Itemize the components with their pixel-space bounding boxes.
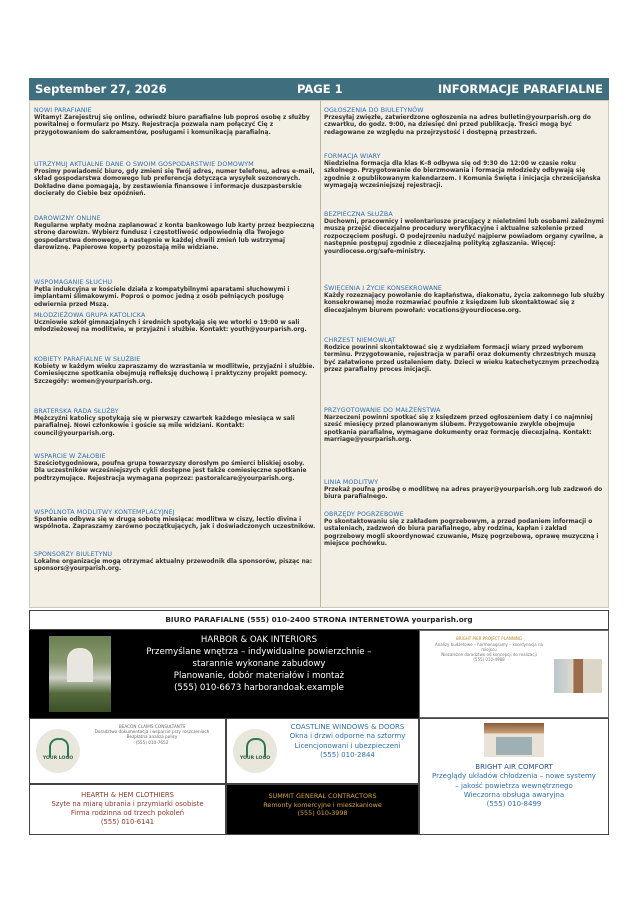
section-title: WSPARCIE W ŻAŁOBIE bbox=[34, 453, 106, 460]
ad-line: – jakość powietrza wewnętrznego bbox=[455, 781, 573, 790]
ad-line: Remonty komercyjne i mieszkaniowe bbox=[263, 800, 382, 809]
ad-harbor-oak[interactable] bbox=[29, 630, 419, 718]
ad-contact: (555) 010-6141 bbox=[100, 818, 155, 826]
section-prayer-line bbox=[324, 479, 606, 502]
section-title: NOWI PARAFIANIE bbox=[34, 107, 92, 114]
ad-contact: (555) 010-7652 bbox=[135, 739, 169, 745]
section-faith-formation bbox=[324, 153, 606, 191]
header-page-number: PAGE 1 bbox=[297, 82, 343, 96]
section-women bbox=[34, 356, 316, 386]
section-text: Prosimy powiadomić biuro, gdy zmieni się Twój adres, numer telefonu, adres e-mail, skład gospodarstwa domowego lub preferencja dotycząca wysyłek sezonowych. Dokładne dane pomagają, by zestawienia finansowe i informacje duszpasterskie docierały do Ciebie bez opóźnień. bbox=[34, 169, 315, 198]
section-text: Kobiety w każdym wieku zapraszamy do wzrastania w modlitwie, przyjaźni i służbie. Comiesięczne spotkania obejmują refleksję duchową i praktyczny projekt pomocy. Szczegóły: women@yourparish.org. bbox=[34, 364, 315, 385]
ad-name: COASTLINE WINDOWS & DOORS bbox=[290, 723, 405, 731]
ad-name: HEARTH & HEM CLOTHIERS bbox=[81, 791, 174, 799]
section-title: MŁODZIEŻOWA GRUPA KATOLICKA bbox=[34, 312, 146, 319]
section-marriage-prep bbox=[324, 407, 606, 445]
ad-line: Licencjonowani i ubezpieczeni bbox=[294, 741, 401, 750]
ad-bright-pier[interactable] bbox=[419, 630, 609, 718]
section-hearing-assistance bbox=[34, 279, 316, 309]
section-vocations bbox=[324, 285, 606, 315]
house-photo bbox=[484, 723, 544, 757]
page-header bbox=[29, 78, 609, 100]
section-title: LINIA MODLITWY bbox=[324, 479, 379, 486]
section-title: BRATERSKA RADA SŁUŻBY bbox=[34, 408, 119, 415]
sponsor-ads bbox=[29, 630, 609, 835]
section-text: Mężczyźni katolicy spotykają się w pierwszy czwartek każdego miesiąca w sali parafialnej. Nowi członkowie i goście są mile widziani. Kontakt: council@yourparish.org. bbox=[34, 416, 295, 437]
logo-icon bbox=[36, 729, 80, 773]
house-photo bbox=[49, 636, 111, 712]
section-text: Pętla indukcyjna w kościele działa z kompatybilnymi aparatami słuchowymi i implantami ślimakowymi. Poproś o pomoc jedną z osób pełniących posługę odwiernia przed Mszą. bbox=[34, 287, 290, 308]
ad-line: Szyte na miarę ubrania i przymiarki osobiste bbox=[51, 800, 204, 808]
section-household-data bbox=[34, 161, 316, 199]
section-funeral-rites bbox=[324, 511, 606, 549]
section-text: Uczniowie szkół gimnazjalnych i średnich spotykają się we wtorki o 19:00 w sali młodzieżowej na modlitwie, w przyjaźni i służbie. Kontakt: youth@yourparish.org. bbox=[34, 320, 307, 334]
ad-coastline[interactable] bbox=[226, 718, 419, 784]
ad-contact: (555) 010-8499 bbox=[486, 800, 542, 809]
ad-line: Wieczorna obsługa awaryjna bbox=[463, 790, 565, 799]
ad-line: Doradztwo dokumentacja i wsparcie przy roszczeniach bbox=[94, 729, 210, 735]
section-text: Spotkanie odbywa się w drugą sobotę miesiąca: modlitwa w ciszy, lectio divina i wspólnota. Zapraszamy zarówno początkujących, jak i doświadczonych uczestników. bbox=[34, 517, 316, 531]
ad-name: HARBOR & OAK INTERIORS bbox=[200, 635, 318, 645]
ad-text bbox=[279, 723, 416, 760]
section-online-giving bbox=[34, 215, 316, 253]
header-date: September 27, 2026 bbox=[35, 82, 167, 96]
section-safe-ministry bbox=[324, 211, 606, 256]
section-text: Niedzielna formacja dla klas K–8 odbywa się od 9:30 do 12:00 w czasie roku szkolnego. Przygotowanie do bierzmowania i formacja młodzieży odbywają się zgodnie z opublikowanym kalendarzem. I Komunia Święta i inicjacja chrześcijańska wymagają wcześniejszej rejestracji. bbox=[324, 161, 601, 190]
section-text: Po skontaktowaniu się z zakładem pogrzebowym, a przed podaniem informacji o ustaleniach, zadzwoń do biura parafialnego, aby rodzina, kapłan i zakład pogrzebowy mogli skoordynować czuwanie, Mszę pogrzebową, oprawę muzyczną i miejsce pochówku. bbox=[324, 519, 599, 548]
ad-line: Analizy budżetowe – harmonogramy – koordynacja na bbox=[434, 642, 544, 647]
section-title: UTRZYMUJ AKTUALNE DANE O SWOIM GOSPODARSTWIE DOMOWYM bbox=[34, 161, 254, 168]
ad-text bbox=[229, 792, 416, 818]
section-new-parishioners bbox=[34, 107, 316, 137]
left-column bbox=[30, 101, 321, 607]
ad-text bbox=[422, 763, 606, 809]
ad-line: Bezpłatna analiza polisy bbox=[126, 734, 178, 740]
ad-name: SUMMIT GENERAL CONTRACTORS bbox=[268, 792, 377, 800]
section-title: OBRZĘDY POGRZEBOWE bbox=[324, 511, 404, 518]
section-contemplative-prayer bbox=[34, 509, 316, 532]
section-title: OGŁOSZENIA DO BIULETYNÓW bbox=[324, 107, 424, 114]
section-youth-group bbox=[34, 312, 316, 335]
section-title: PRZYGOTOWANIE DO MAŁŻEŃSTWA bbox=[324, 407, 441, 414]
section-title: WSPOMAGANIE SŁUCHU bbox=[34, 279, 113, 286]
section-sponsors bbox=[34, 551, 316, 574]
section-title: KOBIETY PARAFIALNE W SŁUŻBIE bbox=[34, 356, 141, 363]
ad-line: Niezależne doradztwo od koncepcji do realizacji bbox=[441, 652, 537, 657]
house-photo bbox=[554, 659, 602, 693]
parish-office-contact-bar: BIURO PARAFIALNE (555) 010-2400 STRONA INTERNETOWA yourparish.org bbox=[29, 610, 609, 630]
ad-line: miejscu bbox=[481, 647, 497, 652]
section-text: Regularne wpłaty można zaplanować z konta bankowego lub karty przez bezpieczną stronę darowizn. Wybierz fundusz i częstotliwość odpowiednią dla Twojego gospodarstwa domowego, a następnie w każdej chwili zmień lub wstrzymaj darowiznę. Papierowe koperty pozostają mile widziane. bbox=[34, 223, 315, 252]
ad-line: Okna i drzwi odporne na sztormy bbox=[289, 732, 406, 741]
ad-name: BRIGHT AIR COMFORT bbox=[475, 763, 553, 771]
section-text: Narzeczeni powinni spotkać się z księdzem przed ogłoszeniem daty i co najmniej sześć miesięcy przed planowanym ślubem. Przygotowanie zwykle obejmuje spotkania parafialne, wymagane dokumenty oraz formację diecezjalną. Kontakt: marriage@yourparish.org. bbox=[324, 415, 593, 444]
logo-text: YOUR LOGO bbox=[239, 756, 271, 761]
ad-line: Przemyślane wnętrza – indywidualne powierzchnie – bbox=[146, 647, 372, 657]
section-brotherhood bbox=[34, 408, 316, 438]
section-title: FORMACJA WIARY bbox=[324, 153, 381, 160]
logo-icon bbox=[233, 729, 277, 773]
section-text: Witamy! Zarejestruj się online, odwiedź biuro parafialne lub poproś osobę z służby powitalnej o formularz po Mszy. Rejestracja pozwala nam połączyć Cię z przygotowaniem do sakramentów, posługami i komunikacją parafialną. bbox=[34, 115, 310, 136]
ad-name: BRIGHT PIER PROJECT PLANNING bbox=[456, 636, 522, 641]
ad-contact: (555) 010-3998 bbox=[297, 809, 348, 818]
ad-contact: (555) 010-2844 bbox=[320, 750, 375, 759]
ad-line: Przeglądy układów chłodzenia – nowe systemy bbox=[432, 772, 596, 781]
section-title: BEZPIECZNA SŁUŻBA bbox=[324, 211, 393, 218]
ad-line: Planowanie, dobór materiałów i montaż bbox=[173, 671, 345, 681]
ad-contact: (555) 010-4988 bbox=[473, 657, 505, 662]
bulletin-body bbox=[29, 100, 609, 608]
ad-beacon-claims[interactable] bbox=[29, 718, 226, 784]
logo-text: YOUR LOGO bbox=[42, 756, 74, 761]
section-title: SPONSORZY BIULETYNU bbox=[34, 551, 113, 558]
section-text: Przekaż poufną prośbę o modlitwę na adres prayer@yourparish.org lub zadzwoń do biura parafialnego. bbox=[324, 487, 603, 501]
section-text: Lokalne organizacje mogą otrzymać aktualny przewodnik dla sponsorów, pisząc na: sponsors@yourparish.org. bbox=[34, 559, 313, 573]
ad-summit-contractors[interactable] bbox=[226, 784, 419, 835]
section-bulletin-announcements bbox=[324, 107, 606, 137]
ad-contact: (555) 010-6673 harborandoak.example bbox=[174, 683, 344, 693]
ad-hearth-hem[interactable] bbox=[29, 784, 226, 835]
ad-text bbox=[32, 791, 223, 827]
right-column bbox=[320, 101, 610, 607]
section-text: Rodzice powinni skontaktować się z wydziałem formacji wiary przed wyborem terminu. Przygotowanie, rejestracja w parafii oraz dokumenty chrzestnych muszą być załatwione przed ustaleniem daty. Dzieci w wieku katechetycznym przechodzą przez parafialny proces inicjacji. bbox=[324, 345, 600, 374]
ad-line: Firma rodzinna od trzech pokoleń bbox=[70, 809, 185, 817]
section-infant-baptism bbox=[324, 337, 606, 375]
section-text: Przesyłaj zwięzłe, zatwierdzone ogłoszenia na adres bulletin@yourparish.org do czwartku, do godz. 9:00, na dziesięć dni przed publikacją. Treści mogą być redagowane ze względu na przejrzystość i dostępną przestrzeń. bbox=[324, 115, 591, 136]
section-text: Każdy rozeznający powołanie do kapłaństwa, diakonatu, życia zakonnego lub służby konsekrowanej może rozmawiać poufnie z księdzem lub skontaktować się z diecezjalnym biurem powołań: vocations@yourdiocese.org. bbox=[324, 293, 605, 314]
ad-text bbox=[82, 724, 222, 745]
header-title: INFORMACJE PARAFIALNE bbox=[437, 82, 603, 96]
section-grief-support bbox=[34, 453, 316, 483]
section-title: WSPÓLNOTA MODLITWY KONTEMPLACYJNEJ bbox=[34, 509, 175, 516]
section-title: ŚWIĘCENIA I ŻYCIE KONSEKROWANE bbox=[324, 285, 442, 292]
section-title: DAROWIZNY ONLINE bbox=[34, 215, 101, 222]
ad-name: BEACON CLAIMS CONSULTANTS bbox=[118, 724, 186, 729]
section-title: CHRZEST NIEMOWLĄT bbox=[324, 337, 396, 344]
section-text: Sześciotygodniowa, poufna grupa towarzyszy dorosłym po śmierci bliskiej osoby. Dla uczestników wcześniejszych cykli dostępne jest także comiesięczne spotkanie podtrzymujące. Rejestracja wymagana poprzez: pastoralcare@yourparish.org. bbox=[34, 461, 307, 482]
section-text: Duchowni, pracownicy i wolontariusze pracujący z nieletnimi lub osobami zależnymi muszą przejść diecezjalne procedury weryfikacyjne i aktualne szkolenie przed rozpoczęciem posługi. O podejrzeniu nadużyć najpierw powiadom organy cywilne, a następnie postępuj zgodnie z diecezjalną polityką zgłaszania. Więcej: yourdiocese.org/safe-ministry. bbox=[324, 219, 604, 255]
ad-bright-air[interactable] bbox=[419, 718, 609, 835]
ad-line: starannie wykonane zabudowy bbox=[192, 659, 326, 669]
